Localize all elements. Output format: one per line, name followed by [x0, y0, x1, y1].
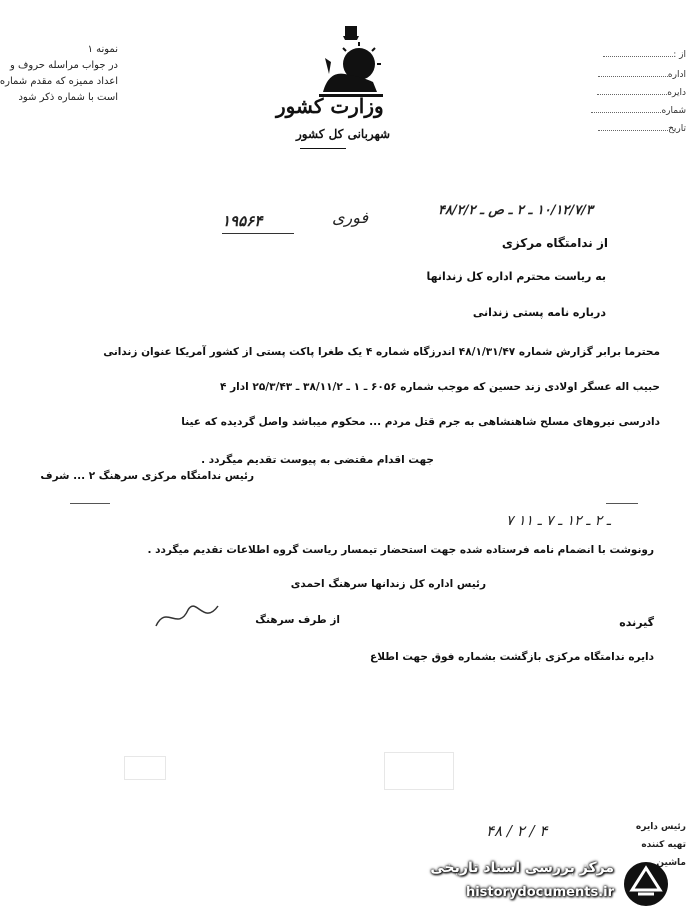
handwritten-ref-number: ۱۰/۱۲/۷/۳ ـ ۲ ـ ص ـ ۴۸/۲/۲	[438, 203, 593, 218]
right-fields	[576, 42, 686, 134]
letter-from: از ندامتگاه مرکزی	[501, 236, 608, 250]
letter-body-line-4: جهت اقدام مقتضی به پیوست تقدیم میگردد .	[201, 454, 434, 466]
faded-stamp-left	[124, 756, 166, 780]
watermark-url: historydocuments.ir	[465, 885, 614, 900]
letter-body-line-3: دادرسی نیروهای مسلح شاهنشاهی به جرم قتل مردم ... محکوم میباشد واصل گردیده که عینا	[181, 416, 660, 428]
faded-stamp	[384, 752, 454, 790]
archive-logo-icon	[622, 860, 670, 908]
watermark	[430, 858, 670, 912]
header-underline	[300, 148, 346, 149]
form-ref-line-3: اعداد ممیزه که مقدم شماره	[0, 76, 118, 87]
letter-signature: رئیس ندامتگاه مرکزی سرهنگ ۲ ... شرف	[40, 470, 254, 482]
lion-and-sun-emblem-icon	[315, 22, 387, 102]
letter-body-line-1: محترما برابر گزارش شماره ۴۸/۱/۳۱/۴۷ اندرزگاه شماره ۴ یک طغرا پاکت پستی از کشور آمریکا عنوان زندانی	[103, 346, 660, 358]
letter-to: به ریاست محترم اداره کل زندانها	[426, 270, 606, 283]
field-division-label: دایره	[667, 88, 686, 98]
receiver-label: گیرنده	[619, 616, 654, 629]
final-line: دایره ندامتگاه مرکزی بازگشت بشماره فوق جهت اطلاع	[370, 651, 654, 663]
form-reference	[0, 42, 118, 106]
department-title: شهربانی کل کشور	[296, 127, 391, 141]
handwritten-initial: فوری	[332, 208, 369, 227]
field-from-label: از :	[673, 50, 686, 60]
form-ref-line-4: است با شماره ذکر شود	[18, 92, 118, 103]
form-ref-line-2: در جواب مراسله حروف و	[10, 60, 118, 71]
cc-line: رونوشت با انضمام نامه فرستاده شده جهت استحضار تیمسار ریاست گروه اطلاعات تقدیم میگردد .	[147, 544, 654, 556]
field-typist: ماشین	[656, 858, 686, 868]
field-number-label: شماره	[661, 106, 686, 116]
field-date-label: تاریخ	[668, 124, 686, 134]
field-head: رئیس دایره	[635, 822, 686, 832]
handwritten-date-mark: ۷ ـ ۲ ـ ۱۲ ـ ۷ ـ ۱۱	[506, 513, 611, 529]
section-separator	[70, 503, 110, 504]
on-behalf-label: از طرف سرهنگ	[255, 614, 340, 626]
field-office-label: اداره	[667, 70, 686, 80]
section-separator-right	[606, 503, 638, 504]
handwritten-reg-number: ۱۹۵۶۴	[222, 212, 263, 230]
letter-body-line-2: حبیب اله عسگر اولادی زند حسین که موجب شماره ۶۰۵۶ ـ ۱ ـ ۳۸/۱۱/۲ ـ ۲۵/۳/۴۳ ادار ۴	[220, 381, 660, 393]
watermark-name: مرکز بررسی اسناد تاریخی	[430, 860, 614, 876]
ministry-title: وزارت کشور	[276, 94, 384, 118]
field-maker: تهیه کننده	[641, 840, 686, 850]
signature-scribble-icon	[152, 596, 222, 636]
cc-signature: رئیس اداره کل زندانها سرهنگ احمدی	[290, 578, 486, 590]
form-ref-line-1: نمونه ۱	[87, 44, 118, 55]
handwritten-bottom-date: ۴۸ / ۲ / ۴	[486, 822, 548, 840]
reg-number-underline	[222, 233, 294, 234]
letter-subject: درباره نامه پستی زندانی	[472, 306, 606, 319]
